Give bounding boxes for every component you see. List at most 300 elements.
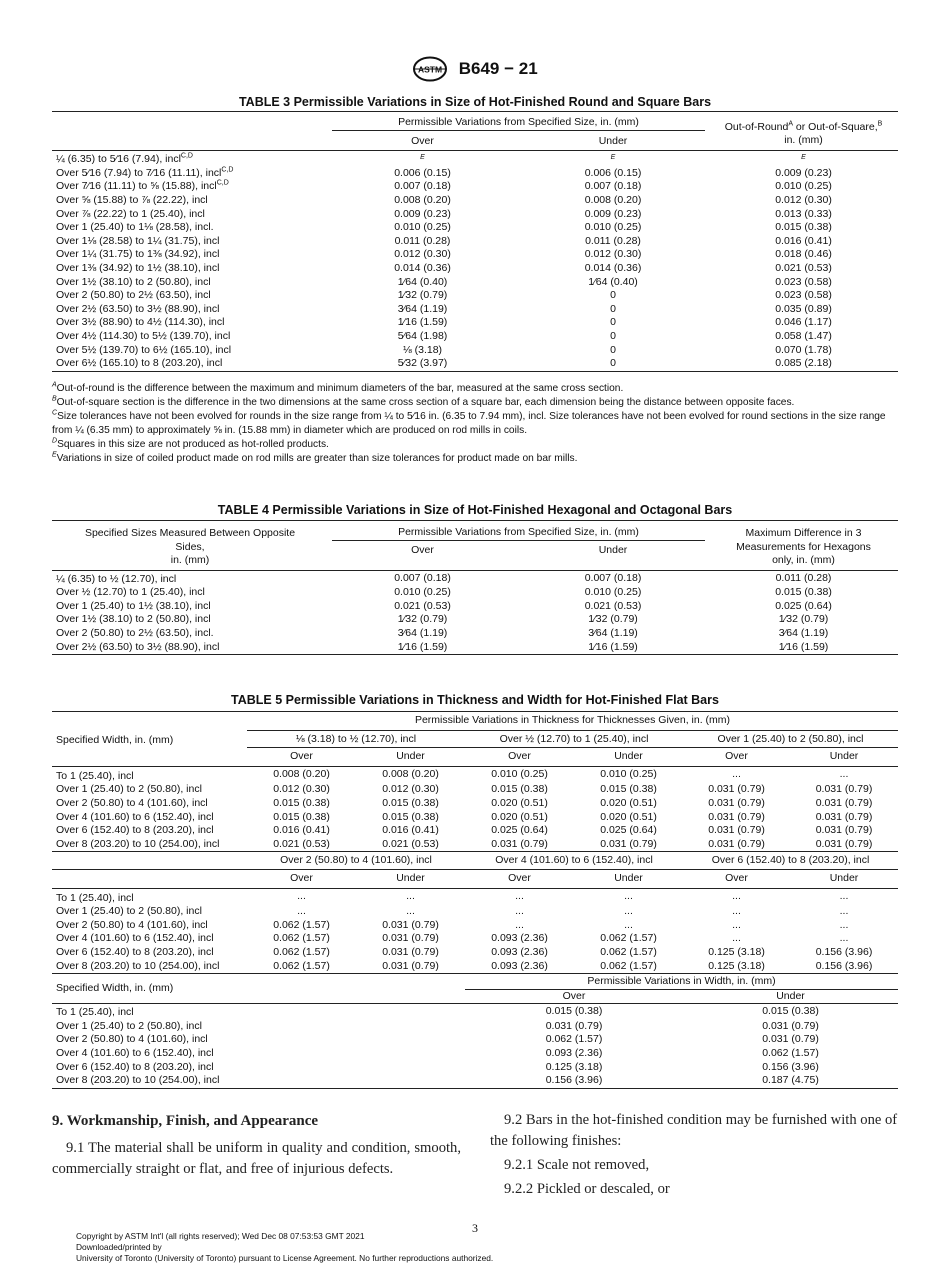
value-cell: 0.016 (0.41) <box>382 824 439 837</box>
under-cell: 0.015 (0.38) <box>762 1005 819 1018</box>
value-cell: 0.031 (0.79) <box>708 810 765 823</box>
under-header: Under <box>829 871 859 884</box>
footnote-mark: E <box>52 451 57 459</box>
oor-cell: 0.015 (0.38) <box>775 221 832 234</box>
value-cell: ... <box>624 905 633 918</box>
table-row <box>52 888 898 905</box>
table-row <box>52 797 898 811</box>
value-cell: 0.020 (0.51) <box>600 796 657 809</box>
footer-line-3: University of Toronto (University of Toronto) pursuant to License Agreement. No further reproductions authorized. <box>76 1253 494 1263</box>
oor-cell: 0.023 (0.58) <box>775 275 832 288</box>
size-cell: Over 2½ (63.50) to 3½ (88.90), incl <box>56 640 220 653</box>
value-cell: 0.062 (1.57) <box>273 959 330 972</box>
over-cell: 0.007 (0.18) <box>394 180 451 193</box>
table5-width-header: Specified Width, in. (mm) <box>56 734 174 747</box>
size-text: Over ⅝ (15.88) to ⅞ (22.22), incl <box>56 193 208 206</box>
oor-cell: 0.018 (0.46) <box>775 248 832 261</box>
table-row <box>52 824 898 838</box>
table-row <box>52 1047 898 1061</box>
width-cell: Over 8 (203.20) to 10 (254.00), incl <box>56 837 220 850</box>
table-row <box>52 1020 898 1034</box>
value-cell: 0.031 (0.79) <box>708 824 765 837</box>
over-cell: 0.093 (2.36) <box>545 1047 603 1060</box>
over-header: Over <box>290 750 313 763</box>
value-cell: 0.015 (0.38) <box>273 810 330 823</box>
table-row <box>52 180 898 194</box>
value-cell: ... <box>624 918 633 931</box>
over-cell: 0.010 (0.25) <box>394 221 451 234</box>
value-cell: ... <box>515 890 524 903</box>
under-cell: 0.187 (4.75) <box>762 1074 819 1087</box>
width-cell: Over 1 (25.40) to 2 (50.80), incl <box>56 783 202 796</box>
value-cell: ... <box>515 918 524 931</box>
value-cell: 0.012 (0.30) <box>382 783 439 796</box>
spacer-cell <box>356 1020 465 1034</box>
table-row <box>52 316 898 330</box>
table-row <box>52 946 898 960</box>
under-cell: 0.006 (0.15) <box>584 166 642 179</box>
copyright-footer <box>76 1231 493 1264</box>
over-cell: 1⁄16 (1.59) <box>397 640 448 653</box>
value-cell: 0.125 (3.18) <box>708 945 765 958</box>
over-cell: 1⁄64 (0.40) <box>397 275 448 288</box>
over-cell: 0.015 (0.38) <box>545 1005 603 1018</box>
value-cell: 0.093 (2.36) <box>491 959 548 972</box>
size-cell: Over 1 (25.40) to 1½ (38.10), incl <box>56 599 211 612</box>
under-cell: 0 <box>610 289 616 302</box>
value-cell: ... <box>297 905 306 918</box>
over-cell: 1⁄32 (0.79) <box>397 289 448 302</box>
over-cell: 1⁄16 (1.59) <box>397 316 448 329</box>
table-row <box>52 641 898 655</box>
page-header <box>0 56 950 82</box>
value-cell: 0.020 (0.51) <box>600 810 657 823</box>
footnote-text: Size tolerances have not been evolved for rounds in the size range from ¼ to 5⁄16 in. (6.35 to 7.94 mm), incl. Size tolerances have not been evolved for round sections in the size range from ¼ (6.35 mm) to approximately ⅝ in. (15.88 mm) in diameter which are produced on rod mills in coils. <box>52 411 886 436</box>
under-cell: 3⁄64 (1.19) <box>588 626 638 639</box>
size-text: Over 5½ (139.70) to 6½ (165.10), incl <box>56 343 232 356</box>
size-cell <box>52 276 328 290</box>
size-cell: ¼ (6.35) to ½ (12.70), incl <box>56 572 177 585</box>
value-cell: 0.025 (0.64) <box>600 824 657 837</box>
size-cell <box>52 248 328 262</box>
table5 <box>52 711 898 1089</box>
width-cell: Over 4 (101.60) to 6 (152.40), incl <box>56 1047 214 1060</box>
size-cell <box>52 221 328 235</box>
table4-under-header: Under <box>598 543 628 556</box>
table-row <box>52 960 898 974</box>
max-cell: 3⁄64 (1.19) <box>778 626 829 639</box>
size-text: ¼ (6.35) to 5⁄16 (7.94), incl <box>56 153 181 166</box>
spacer-cell <box>247 1061 356 1075</box>
oor-cell: 0.058 (1.47) <box>775 329 832 342</box>
value-cell: 0.031 (0.79) <box>382 959 439 972</box>
under-cell: 0 <box>610 302 616 315</box>
value-cell: 0.008 (0.20) <box>382 768 439 781</box>
para-9-2: 9.2 Bars in the hot-finished condition may be furnished with one of the following finishes: <box>490 1112 898 1149</box>
value-cell: 0.021 (0.53) <box>273 837 330 850</box>
spacer-cell <box>247 989 356 1004</box>
size-cell <box>52 330 328 344</box>
table-row <box>52 919 898 933</box>
table-row <box>52 783 898 797</box>
oor-cell: 0.023 (0.58) <box>775 289 832 302</box>
value-cell: 0.021 (0.53) <box>382 837 439 850</box>
table5-width-header-2: Specified Width, in. (mm) <box>56 981 174 994</box>
width-cell: To 1 (25.40), incl <box>56 891 134 904</box>
size-text: Over 6½ (165.10) to 8 (203.20), incl <box>56 357 223 370</box>
value-cell: 0.031 (0.79) <box>815 810 873 823</box>
spacer-cell <box>247 1047 356 1061</box>
oor-cell: 0.046 (1.17) <box>775 316 832 329</box>
value-cell: 0.062 (1.57) <box>273 932 330 945</box>
under-header: Under <box>614 871 643 884</box>
table3-oor-header: Out-of-Round$^A$ or Out-of-Square,$^B$ in. (mm) <box>724 120 883 147</box>
thickness-group-header: Over 1 (25.40) to 2 (50.80), incl <box>717 732 864 745</box>
table-row <box>52 932 898 946</box>
table-row <box>52 357 898 371</box>
value-cell: 0.031 (0.79) <box>600 837 657 850</box>
over-cell: 0.006 (0.15) <box>394 166 451 179</box>
size-cell <box>52 262 328 276</box>
over-header: Over <box>725 871 748 884</box>
width-cell: Over 2 (50.80) to 4 (101.60), incl <box>56 918 208 931</box>
over-cell: 0.008 (0.20) <box>394 193 451 206</box>
width-cell: Over 4 (101.60) to 6 (152.40), incl <box>56 810 214 823</box>
value-cell: 0.031 (0.79) <box>382 918 439 931</box>
under-cell: 0.010 (0.25) <box>584 586 642 599</box>
spacer-cell <box>356 1047 465 1061</box>
width-cell: Over 6 (152.40) to 8 (203.20), incl <box>56 945 214 958</box>
size-text: Over 1¼ (31.75) to 1⅜ (34.92), incl <box>56 248 220 261</box>
value-cell: 0.031 (0.79) <box>815 783 873 796</box>
table4-title: TABLE 4 Permissible Variations in Size of Hot-Finished Hexagonal and Octagonal Bars <box>217 503 733 517</box>
table-row <box>52 1033 898 1047</box>
oor-cell: 0.012 (0.30) <box>775 193 832 206</box>
footnote <box>52 452 902 466</box>
value-cell: 0.031 (0.79) <box>708 783 765 796</box>
under-header: Under <box>396 871 425 884</box>
table-row <box>52 766 898 783</box>
value-cell: 0.010 (0.25) <box>600 768 657 781</box>
footnote-mark: C,D <box>216 179 229 187</box>
value-cell: 0.062 (1.57) <box>600 932 657 945</box>
over-cell: 0.031 (0.79) <box>545 1019 603 1032</box>
oor-cell: 0.035 (0.89) <box>775 302 832 315</box>
astm-logo-text: ASTM <box>418 64 443 75</box>
spacer-cell <box>247 1020 356 1034</box>
size-text: Over ⅞ (22.22) to 1 (25.40), incl <box>56 207 205 220</box>
size-text: Over 1½ (38.10) to 2 (50.80), incl <box>56 275 211 288</box>
width-variations-header: Permissible Variations in Width, in. (mm) <box>465 974 898 990</box>
footnote-mark: A <box>52 381 57 389</box>
table-row <box>52 194 898 208</box>
thickness-group-header: Over 2 (50.80) to 4 (101.60), incl <box>280 854 432 867</box>
table4-over-header: Over <box>411 543 434 556</box>
table-row <box>52 167 898 181</box>
value-cell: ... <box>839 918 849 931</box>
over-header: Over <box>725 750 748 763</box>
oor-cell: 0.070 (1.78) <box>775 343 832 356</box>
under-header: Under <box>829 750 859 763</box>
table-row <box>52 151 898 167</box>
value-cell: 0.008 (0.20) <box>273 768 330 781</box>
value-cell: ... <box>839 890 849 903</box>
value-cell: 0.031 (0.79) <box>382 932 439 945</box>
size-text: Over 2½ (63.50) to 3½ (88.90), incl <box>56 302 220 315</box>
under-cell: 0.009 (0.23) <box>584 207 642 220</box>
size-text: Over 3½ (88.90) to 4½ (114.30), incl <box>56 316 225 329</box>
under-cell: 0.007 (0.18) <box>584 180 642 193</box>
table-row <box>52 330 898 344</box>
under-cell: 0.012 (0.30) <box>584 248 642 261</box>
value-cell: 0.031 (0.79) <box>708 796 765 809</box>
under-header: Under <box>614 750 643 763</box>
value-cell: 0.031 (0.79) <box>491 837 548 850</box>
table-row <box>52 303 898 317</box>
width-cell: Over 8 (203.20) to 10 (254.00), incl <box>56 959 220 972</box>
value-cell: 0.093 (2.36) <box>491 945 548 958</box>
size-cell <box>52 316 328 330</box>
value-cell: 0.031 (0.79) <box>815 796 873 809</box>
value-cell: 0.062 (1.57) <box>273 945 330 958</box>
table-row <box>52 811 898 825</box>
value-cell: 0.062 (1.57) <box>600 959 657 972</box>
over-cell: 0.007 (0.18) <box>394 571 451 584</box>
width-cell: Over 6 (152.40) to 8 (203.20), incl <box>56 1060 214 1073</box>
value-cell: ... <box>624 890 633 903</box>
oor-cell: 0.013 (0.33) <box>775 207 832 220</box>
value-cell: 0.031 (0.79) <box>815 837 873 850</box>
spacer-cell <box>247 974 356 990</box>
value-cell: 0.015 (0.38) <box>382 796 439 809</box>
footnote-mark: C <box>52 409 58 417</box>
value-cell: ... <box>406 890 415 903</box>
width-cell: Over 1 (25.40) to 2 (50.80), incl <box>56 1019 202 1032</box>
table-row <box>52 570 898 586</box>
thickness-group-header: ⅛ (3.18) to ½ (12.70), incl <box>295 732 417 745</box>
over-cell: 0.011 (0.28) <box>394 234 451 247</box>
spacer-cell <box>356 989 465 1004</box>
table-row <box>52 235 898 249</box>
size-cell <box>52 167 328 181</box>
over-header: Over <box>508 750 531 763</box>
value-cell: 0.020 (0.51) <box>491 796 548 809</box>
table-row <box>52 262 898 276</box>
value-cell: ... <box>732 890 741 903</box>
under-cell: 0.031 (0.79) <box>762 1033 819 1046</box>
spacer-cell <box>356 974 465 990</box>
section9-left-column <box>52 1111 461 1180</box>
size-text: Over 5⁄16 (7.94) to 7⁄16 (11.11), incl <box>56 166 222 179</box>
over-header: Over <box>508 871 531 884</box>
size-cell <box>52 289 328 303</box>
table5-title: TABLE 5 Permissible Variations in Thickness and Width for Hot-Finished Flat Bars <box>231 693 719 707</box>
max-cell: 0.011 (0.28) <box>775 571 832 584</box>
over-cell: 5⁄64 (1.98) <box>397 329 448 342</box>
under-cell: E <box>610 154 616 162</box>
size-text: Over 2 (50.80) to 2½ (63.50), incl <box>56 289 211 302</box>
spacer-cell <box>247 1033 356 1047</box>
size-cell <box>52 235 328 249</box>
table3-under-header: Under <box>598 134 628 147</box>
thickness-group-header: Over ½ (12.70) to 1 (25.40), incl <box>499 732 649 745</box>
value-cell: 0.031 (0.79) <box>815 824 873 837</box>
value-cell: 0.031 (0.79) <box>708 837 765 850</box>
value-cell: 0.015 (0.38) <box>273 796 330 809</box>
spacer-cell <box>356 1061 465 1075</box>
para-9-1: 9.1 The material shall be uniform in quality and condition, smooth, commercially straight or flat, and free of injurious defects. <box>52 1140 461 1177</box>
size-cell <box>52 344 328 358</box>
table-row <box>52 1061 898 1075</box>
table-row <box>52 613 898 627</box>
footnote-mark: D <box>52 437 58 445</box>
width-cell: Over 2 (50.80) to 4 (101.60), incl <box>56 796 208 809</box>
value-cell: ... <box>732 918 741 931</box>
footnote-mark: C,D <box>180 152 193 160</box>
spacer-cell <box>52 852 247 870</box>
under-header: Under <box>776 989 805 1002</box>
size-cell <box>52 303 328 317</box>
footnote-mark: C,D <box>221 166 234 174</box>
section9-heading: 9. Workmanship, Finish, and Appearance <box>52 1113 319 1129</box>
table3-over-header: Over <box>411 134 434 147</box>
value-cell: 0.015 (0.38) <box>600 783 657 796</box>
over-cell: 0.009 (0.23) <box>394 207 451 220</box>
width-cell: Over 6 (152.40) to 8 (203.20), incl <box>56 824 214 837</box>
size-cell <box>52 180 328 194</box>
value-cell: ... <box>839 768 849 781</box>
table5-over-under-row-2 <box>52 869 898 888</box>
table3-title: TABLE 3 Permissible Variations in Size of Hot-Finished Round and Square Bars <box>238 95 712 109</box>
under-cell: 0.014 (0.36) <box>584 261 642 274</box>
value-cell: 0.012 (0.30) <box>273 783 330 796</box>
value-cell: 0.062 (1.57) <box>600 945 657 958</box>
under-cell: 0.011 (0.28) <box>585 234 641 247</box>
over-header: Over <box>562 989 586 1002</box>
table4 <box>52 520 898 655</box>
value-cell: 0.020 (0.51) <box>491 810 548 823</box>
over-cell: 0.125 (3.18) <box>545 1060 603 1073</box>
table-row <box>52 248 898 262</box>
width-cell: Over 2 (50.80) to 4 (101.60), incl <box>56 1033 208 1046</box>
footnote-text: Squares in this size are not produced as hot-rolled products. <box>57 439 329 450</box>
over-cell: 3⁄64 (1.19) <box>397 302 448 315</box>
table-row <box>52 221 898 235</box>
table-row <box>52 208 898 222</box>
size-text: Over 7⁄16 (11.11) to ⅝ (15.88), incl <box>56 180 217 193</box>
oor-cell: 0.016 (0.41) <box>775 234 832 247</box>
value-cell: ... <box>515 905 524 918</box>
over-cell: 0.062 (1.57) <box>545 1033 603 1046</box>
under-cell: 0.062 (1.57) <box>762 1047 819 1060</box>
under-header: Under <box>396 750 425 763</box>
value-cell: 0.025 (0.64) <box>491 824 548 837</box>
spacer-cell <box>247 1074 356 1088</box>
value-cell: ... <box>732 768 741 781</box>
size-cell <box>52 208 328 222</box>
footnote-mark: B <box>52 395 57 403</box>
max-cell: 0.025 (0.64) <box>775 599 832 612</box>
over-cell: 0.021 (0.53) <box>394 599 451 612</box>
size-text: Over 1 (25.40) to 1⅛ (28.58), incl. <box>56 221 214 234</box>
size-text: Over 4½ (114.30) to 5½ (139.70), incl <box>56 329 231 342</box>
para-9-2-2: 9.2.2 Pickled or descaled, or <box>504 1181 670 1197</box>
table-row <box>52 344 898 358</box>
spacer-cell <box>52 869 247 888</box>
value-cell: ... <box>297 890 306 903</box>
value-cell: ... <box>406 905 415 918</box>
width-cell: Over 1 (25.40) to 2 (50.80), incl <box>56 905 202 918</box>
size-cell <box>52 194 328 208</box>
width-cell: Over 4 (101.60) to 6 (152.40), incl <box>56 932 214 945</box>
table-row <box>52 838 898 852</box>
value-cell: 0.062 (1.57) <box>273 918 330 931</box>
under-cell: 0.021 (0.53) <box>584 599 642 612</box>
footnote <box>52 410 902 438</box>
size-cell: Over 2 (50.80) to 2½ (63.50), incl. <box>56 626 214 639</box>
table-row <box>52 276 898 290</box>
value-cell: 0.015 (0.38) <box>382 810 439 823</box>
over-cell: E <box>420 154 425 162</box>
value-cell: ... <box>732 905 741 918</box>
value-cell: 0.010 (0.25) <box>491 768 548 781</box>
footer-line-2: Downloaded/printed by <box>76 1242 162 1252</box>
document-designation: B649 − 21 <box>458 59 538 78</box>
table4-size-header: Specified Sizes Measured Between Opposite Sides, in. (mm) <box>84 526 296 567</box>
over-cell: 0.010 (0.25) <box>394 586 451 599</box>
over-cell: 0.014 (0.36) <box>394 261 451 274</box>
table3 <box>52 111 898 372</box>
over-header: Over <box>290 871 313 884</box>
under-cell: 1⁄64 (0.40) <box>588 275 638 288</box>
footnote-text: Out-of-square section is the difference in the two dimensions at the same cross section of a square bar, each dimension being the distance between opposite faces. <box>56 397 795 408</box>
max-cell: 0.015 (0.38) <box>775 586 832 599</box>
value-cell: 0.125 (3.18) <box>708 959 765 972</box>
value-cell: 0.093 (2.36) <box>491 932 548 945</box>
size-cell <box>52 357 328 371</box>
value-cell: 0.156 (3.96) <box>815 945 873 958</box>
spacer-cell <box>356 1074 465 1088</box>
under-cell: 0 <box>610 329 616 342</box>
size-cell: Over 1½ (38.10) to 2 (50.80), incl <box>56 613 211 626</box>
value-cell: 0.156 (3.96) <box>815 959 873 972</box>
footnote-text: Out-of-round is the difference between the maximum and minimum diameters of the bar, measured at the same cross section. <box>56 383 624 394</box>
value-cell: ... <box>839 905 849 918</box>
under-cell: 1⁄16 (1.59) <box>588 640 638 653</box>
oor-cell: 0.085 (2.18) <box>775 357 832 370</box>
over-cell: ⅛ (3.18) <box>402 343 443 356</box>
value-cell: ... <box>732 932 741 945</box>
oor-cell: E <box>801 154 806 162</box>
spacer-cell <box>247 1004 356 1020</box>
para-9-2-1: 9.2.1 Scale not removed, <box>504 1157 650 1173</box>
thickness-group-header: Over 4 (101.60) to 6 (152.40), incl <box>495 854 653 867</box>
under-cell: 0.010 (0.25) <box>584 221 642 234</box>
size-cell <box>52 151 328 167</box>
table-row <box>52 600 898 614</box>
under-cell: 0.007 (0.18) <box>584 571 642 584</box>
table3-group-header: Permissible Variations from Specified Size, in. (mm) <box>332 116 705 131</box>
over-cell: 3⁄64 (1.19) <box>397 626 448 639</box>
width-cell: Over 8 (203.20) to 10 (254.00), incl <box>56 1074 220 1087</box>
table4-group-header: Permissible Variations from Specified Size, in. (mm) <box>332 526 705 541</box>
oor-cell: 0.010 (0.25) <box>775 180 832 193</box>
oor-cell: 0.021 (0.53) <box>775 261 832 274</box>
under-cell: 0 <box>610 357 616 370</box>
section9-right-column <box>490 1110 900 1200</box>
under-cell: 0.156 (3.96) <box>762 1060 819 1073</box>
spacer-cell <box>356 1033 465 1047</box>
